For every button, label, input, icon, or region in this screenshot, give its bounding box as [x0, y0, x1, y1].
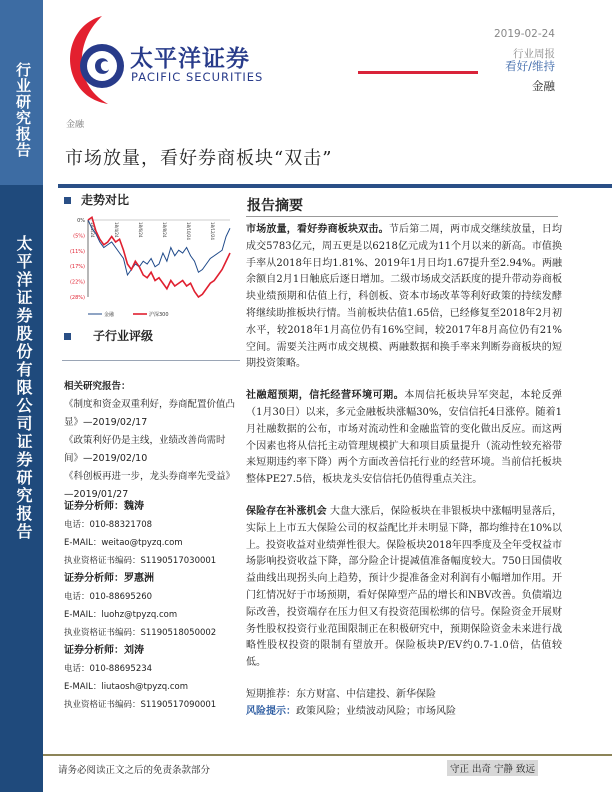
- analyst-phone: 电话：010-88695260: [64, 592, 153, 602]
- related-reports: [64, 378, 239, 504]
- y-tick-label: (17%): [69, 264, 85, 271]
- analyst-email[interactable]: E-MAIL：liutaosh@tpyzq.com: [64, 682, 188, 692]
- x-tick-label: 18/6/24: [138, 222, 143, 238]
- sidebar-label-company: 太平洋证券股份有限公司证券研究报告: [14, 235, 33, 541]
- x-tick-label: 18/2/24: [90, 222, 95, 238]
- analyst-cert: 执业资格证书编码：S1190517090001: [64, 700, 217, 710]
- y-tick-label: (28%): [69, 295, 85, 301]
- divider: [246, 216, 558, 217]
- legend-label: 沪深300: [149, 312, 169, 318]
- trend-heading: 走势对比: [64, 191, 129, 208]
- topic-label: 金融: [66, 120, 85, 130]
- summary-heading: 报告摘要: [247, 198, 303, 214]
- analyst-phone: 电话：010-88321708: [64, 520, 153, 530]
- x-tick-label: 18/4/24: [114, 222, 119, 238]
- analyst-email[interactable]: E-MAIL：luohz@tpyzq.com: [64, 610, 178, 620]
- analyst-phone: 电话：010-88695234: [64, 664, 153, 674]
- analyst-name: 证券分析师：罗惠洲: [64, 573, 154, 584]
- brand-name-en: PACIFIC SECURITIES: [131, 70, 264, 84]
- sub-rating-heading: 子行业评级: [64, 327, 153, 344]
- brand-name-cn: 太平洋证券: [130, 46, 250, 72]
- x-tick-label: 18/8/24: [162, 222, 167, 238]
- x-tick-label: 18/12/24: [210, 222, 215, 240]
- divider-blue: [58, 184, 612, 188]
- industry: 金融: [532, 79, 555, 93]
- analyst-email[interactable]: E-MAIL：weitao@tpyzq.com: [64, 538, 183, 548]
- bullet-square-icon: [64, 333, 71, 340]
- related-report-link[interactable]: 《制度和资金双重利好，券商配置价值凸显》—2019/02/17: [64, 399, 236, 428]
- paragraph-insurance: 保险存在补涨机会 大盘大涨后，保险板块在非银板块中涨幅明显落后，实际上上市五大保险公司的权益配比并未明显下降，都均维持在10%以上。投资收益对业绩弹性很大。保险板块2018年四季度及全年受权益市场影响投资收益下降，部分险企计提减值准备幅度较大。750日国债收益曲线出现拐头向上趋势，预计少提准备金对利润有小幅增加作用。开门红情况好于市场预期，看好保障型产品的增长和NBV改善。负债端边际改善，投资端存在压力但又有投资范围松绑的信号。保险资金开展财务性股权投资行业范围限制正在积极研究中，预期保险资金未来进行战略性股权投资的限制有望放开。保险板块P/EV约0.7-1.0倍，估值较低。: [246, 505, 563, 669]
- footer-disclaimer: 请务必阅读正文之后的免责条款部分: [58, 765, 211, 776]
- y-tick-label: (22%): [69, 279, 85, 286]
- analyst: [64, 498, 239, 570]
- y-tick-label: (11%): [69, 248, 85, 255]
- bullet-square-icon: [64, 197, 71, 204]
- series-line-0: [88, 220, 230, 275]
- related-report-link[interactable]: 《政策利好仍是主线，业绩改善尚需时间》—2019/02/10: [64, 435, 226, 464]
- report-type: 行业周报: [513, 48, 555, 60]
- analyst-name: 证券分析师：刘涛: [64, 645, 144, 656]
- risk-warning: 风险提示：政策风险；业绩波动风险；市场风险: [246, 705, 456, 717]
- report-date: 2019-02-24: [493, 28, 555, 40]
- legend-label: 金融: [104, 312, 115, 318]
- footer-divider: [43, 754, 612, 756]
- analyst-cert: 执业资格证书编码：S1190518050002: [64, 628, 217, 638]
- analyst-name: 证券分析师：魏涛: [64, 501, 144, 512]
- summary-body: [246, 222, 562, 721]
- related-heading: 相关研究报告：: [64, 381, 131, 392]
- analyst: [64, 642, 239, 714]
- y-tick-label: 0%: [77, 218, 85, 224]
- paragraph-trust: 社融超预期，信托经营环境可期。本周信托板块异军突起，本轮反弹（1月30日）以来，多元金融板块涨幅30%，安信信托4日涨停。随着1月社融数据的公布，市场对流动性和金融监管的变化做出反应。而这两个因素也将从信托主动管理规模扩大和项目质量提升（流动性较充裕带来短期违约率下降）两个方面改善信托行业的经营环境。当前信托板块整体PE27.5倍，板块龙头安信信托仍值得重点关注。: [246, 390, 563, 486]
- related-report-link[interactable]: 《科创板再进一步，龙头券商率先受益》—2019/01/27: [64, 471, 236, 500]
- analysts: [64, 496, 239, 714]
- footer-motto: 守正 出奇 宁静 致远: [447, 760, 538, 776]
- analyst: [64, 570, 239, 642]
- analyst-cert: 执业资格证书编码：S1190517030001: [64, 556, 217, 566]
- series-line-1: [88, 217, 230, 297]
- rating: 看好/维持: [505, 59, 555, 73]
- trend-chart: [60, 210, 240, 320]
- divider-red: [358, 71, 478, 74]
- x-tick-label: 18/10/24: [186, 222, 191, 240]
- paragraph-brokers: 市场放量，看好券商板块双击。节后第二周，两市成交继续放量，日均成交5783亿元，周五更是以6218亿元成为11个月以来的新高。市值换手率从2018年日均1.81%、2019年1月日均1.67提升至2.94%。两融余额自2月1日触底后逐日增加。二级市场成交活跃度的提升带动券商板块业绩预期和估值上行，科创板、资本市场改革等利好政策的持续发酵将继续助推板块行情。当前板块估值1.65倍，已经修复至2018年2月初水平，较2018年1月高位仍有16%空间，较2017年8月高位仍有21%空间。需要关注两市成交规模、两融数据和换手率来判断券商板块的短期投资策略。: [246, 224, 563, 370]
- sidebar-label-report-type: 行业研究报告: [14, 62, 32, 158]
- divider: [62, 360, 240, 361]
- y-tick-label: (5%): [73, 233, 85, 240]
- company-logo: [62, 14, 132, 104]
- short-term-picks: 短期推荐：东方财富、中信建投、新华保险: [246, 688, 436, 700]
- page-title: 市场放量，看好券商板块“双击”: [65, 148, 333, 169]
